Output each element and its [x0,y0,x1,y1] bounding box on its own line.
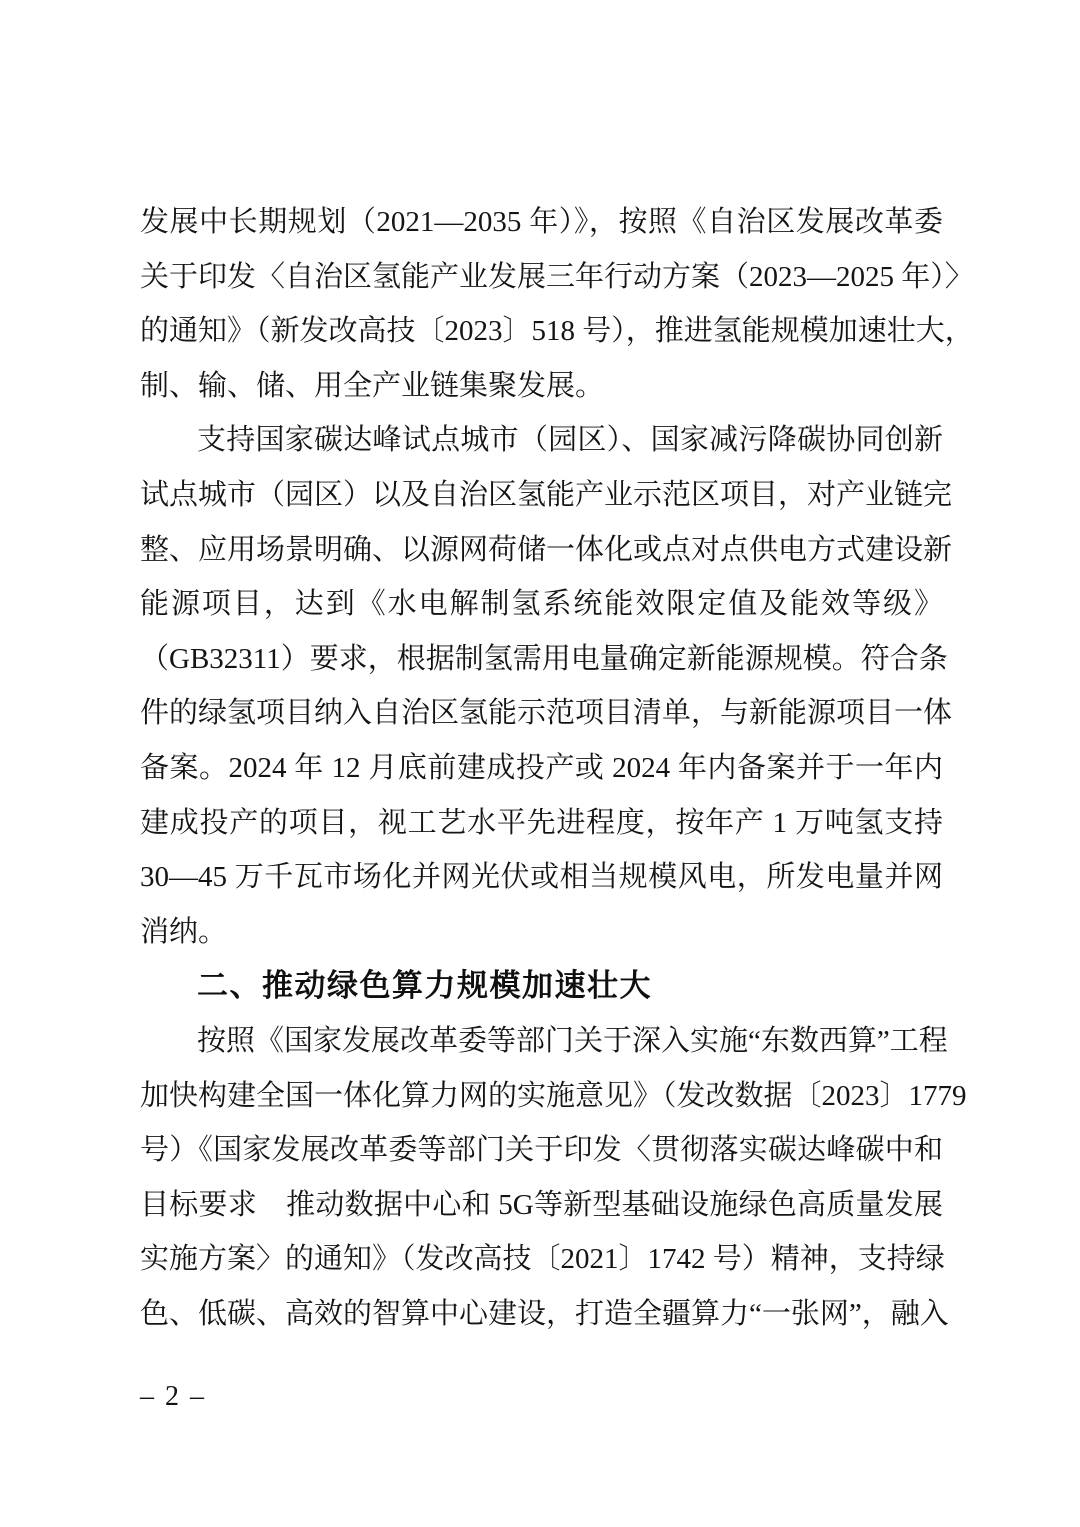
body-text-line: 整、应用场景明确、以源网荷储一体化或点对点供电方式建设新 [140,533,953,566]
body-text-line: 色、低碳、高效的智算中心建设，打造全疆算力“一张网”，融入 [140,1297,949,1330]
body-text-line: 消纳。 [140,915,228,948]
body-text-line: 能源项目，达到《水电解制氢系统能效限定值及能效等级》 [140,588,943,621]
body-text-line: 支持国家碳达峰试点城市（园区）、国家减污降碳协同创新 [197,424,943,457]
body-text-line: 试点城市（园区）以及自治区氢能产业示范区项目，对产业链完 [140,478,953,511]
body-text-line: 加快构建全国一体化算力网的实施意见》（发改数据〔2023〕1779 [140,1079,967,1112]
body-text-line: 号）《国家发展改革委等部门关于印发〈贯彻落实碳达峰碳中和 [140,1134,943,1167]
body-text-line: （GB32311）要求，根据制氢需用电量确定新能源规模。符合条 [140,642,948,675]
page-number: – 2 – [140,1381,206,1412]
body-text-line: 发展中长期规划（2021—2035 年）》，按照《自治区发展改革委 [140,206,943,238]
body-text-line: 建成投产的项目，视工艺水平先进程度，按年产 1 万吨氢支持 [140,806,943,839]
body-text-line: 30—45 万千瓦市场化并网光伏或相当规模风电，所发电量并网 [140,861,943,894]
body-text-line: 件的绿氢项目纳入自治区氢能示范项目清单，与新能源项目一体 [140,697,953,730]
body-text-line: 备案。2024 年 12 月底前建成投产或 2024 年内备案并于一年内 [140,751,943,784]
body-text-line: 按照《国家发展改革委等部门关于深入实施“东数西算”工程 [197,1024,948,1057]
document-body [140,195,974,1341]
section-heading: 二、推动绿色算力规模加速壮大 [197,968,652,1004]
body-text-line: 实施方案〉的通知》（发改高技〔2021〕1742 号）精神，支持绿 [140,1243,945,1276]
body-text-line: 关于印发〈自治区氢能产业发展三年行动方案（2023—2025 年）〉 [140,260,974,293]
body-text-line: 目标要求 推动数据中心和 5G等新型基础设施绿色高质量发展 [140,1188,943,1221]
body-text-line: 的通知》（新发改高技〔2023〕518 号），推进氢能规模加速壮大， [140,315,974,348]
body-text-line: 制、输、储、用全产业链集聚发展。 [140,369,605,402]
